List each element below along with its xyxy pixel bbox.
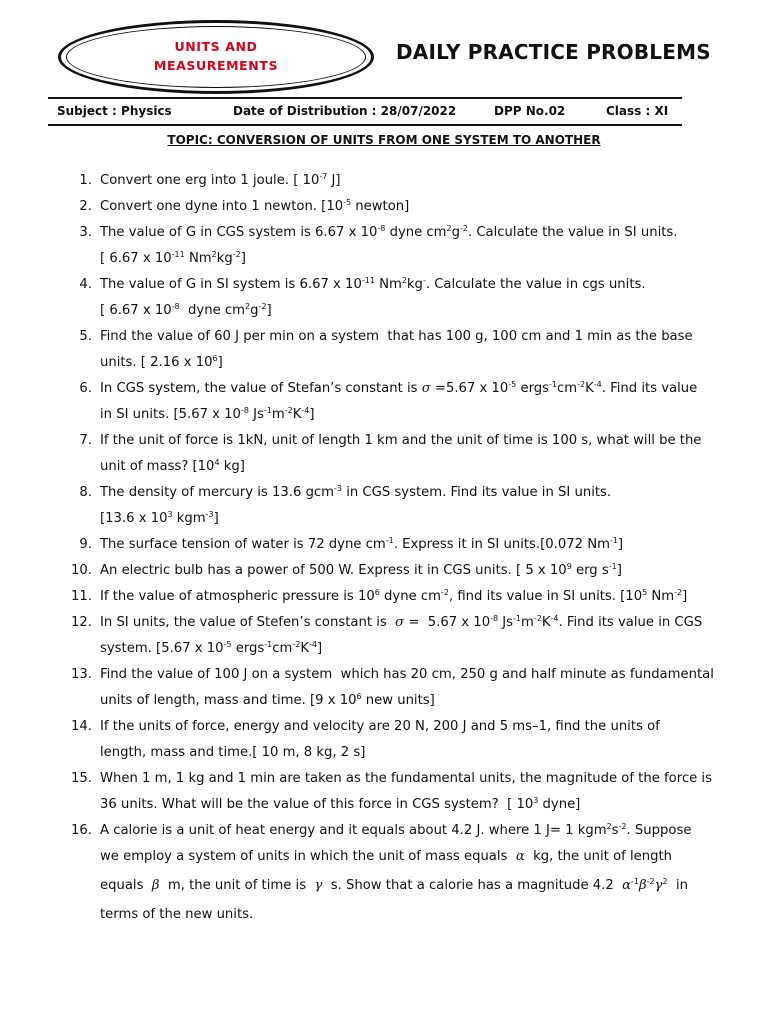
page-title: DAILY PRACTICE PROBLEMS bbox=[396, 40, 711, 64]
problem-number: 16. bbox=[71, 823, 92, 838]
problem-text bbox=[100, 766, 712, 818]
problem-text bbox=[100, 376, 708, 428]
problem-line: in SI units. [5.67 x $10^{-8}$ $Js^{-1}m^{-2}K^{-4}$] bbox=[100, 406, 315, 422]
problem-line: Convert one dyne into 1 newton. [$10^{-5}$ newton] bbox=[100, 198, 410, 214]
problem-number: 9. bbox=[79, 537, 92, 552]
problem-line: In SI units, the value of Stefen’s constant is σ = 5.67 x $10^{-8}$ $Js^{-1}m^{-2}K^{-4}$. Find its value in CGS bbox=[100, 614, 703, 630]
problem-line: we employ a system of units in which the unit of mass equals α kg, the unit of length bbox=[100, 849, 673, 864]
problem-item bbox=[0, 272, 768, 324]
chapter-title-line-2: MEASUREMENTS bbox=[153, 58, 279, 73]
problem-line: If the unit of force is 1kN, unit of length 1 km and the unit of time is 100 s, what will be the bbox=[100, 433, 702, 448]
divider-top bbox=[48, 97, 682, 99]
date-label: Date of Distribution : 28/07/2022 bbox=[233, 104, 457, 118]
problem-line: [ 6.67 x $10^{-11}$ $Nm^2kg^{-2}$] bbox=[100, 250, 246, 266]
chapter-title bbox=[58, 37, 374, 75]
problem-text bbox=[100, 558, 708, 584]
problem-text bbox=[100, 818, 708, 928]
problem-line: An electric bulb has a power of 500 W. Express it in CGS units. [ 5 x $10^9$ erg $s^{-1}$] bbox=[100, 562, 622, 578]
problem-number: 13. bbox=[71, 667, 92, 682]
problem-number: 6. bbox=[79, 381, 92, 396]
problem-item bbox=[0, 584, 768, 610]
problem-line: In CGS system, the value of Stefan’s constant is σ =5.67 x $10^{-5}$ $ergs^{-1}cm^{-2}K^{-4}$. Find its value bbox=[100, 380, 698, 396]
divider-bottom bbox=[48, 124, 682, 126]
problem-line: The value of G in SI system is 6.67 x $10^{-11}$ Nm$^2$kg-. Calculate the value in cgs units. bbox=[100, 276, 646, 292]
problem-line: units. [ 2.16 x $10^6$] bbox=[100, 354, 223, 370]
problem-line: The surface tension of water is 72 dyne $cm^{-1}$. Express it in SI units.[0.072 $Nm^{-1}$] bbox=[100, 536, 624, 552]
problem-number: 1. bbox=[79, 173, 92, 188]
problem-line: unit of mass? [$10^4$ kg] bbox=[100, 458, 245, 474]
problem-line: The density of mercury is 13.6 gcm$^{-3}$ in CGS system. Find its value in SI units. bbox=[100, 484, 612, 500]
problem-text bbox=[100, 324, 708, 376]
problem-number: 2. bbox=[79, 199, 92, 214]
problem-item bbox=[0, 324, 768, 376]
problem-item bbox=[0, 714, 768, 766]
problem-text bbox=[100, 220, 708, 272]
problem-number: 4. bbox=[79, 277, 92, 292]
problem-item bbox=[0, 220, 768, 272]
problem-line: If the value of atmospheric pressure is $10^6$ dyne $cm^{-2}$, find its value in SI units. [$10^5$ $Nm^{-2}$] bbox=[100, 588, 688, 604]
problem-item bbox=[0, 376, 768, 428]
problem-line: If the units of force, energy and velocity are 20 N, 200 J and 5 ms–1, find the units of bbox=[100, 719, 660, 734]
problem-line: [13.6 x $10^3$ kgm$^{-3}$] bbox=[100, 510, 219, 526]
subject-label: Subject : Physics bbox=[57, 104, 172, 118]
chapter-title-line-1: UNITS AND bbox=[174, 39, 258, 54]
problem-line: system. [5.67 x $10^{-5}$ $ergs^{-1}cm^{-2}K^{-4}$] bbox=[100, 640, 323, 656]
problem-line: A calorie is a unit of heat energy and it equals about 4.2 J. where 1 J= 1 $kgm^2s^{-2}$. Suppose bbox=[100, 822, 692, 838]
topic-heading: TOPIC: CONVERSION OF UNITS FROM ONE SYSTEM TO ANOTHER bbox=[167, 133, 601, 147]
problem-number: 3. bbox=[79, 225, 92, 240]
problem-item bbox=[0, 532, 768, 558]
class-label: Class : XI bbox=[606, 104, 669, 118]
problem-item bbox=[0, 662, 768, 714]
problem-line: terms of the new units. bbox=[100, 907, 254, 922]
problem-item bbox=[0, 168, 768, 194]
problem-list bbox=[0, 168, 768, 928]
problem-item bbox=[0, 480, 768, 532]
problem-item bbox=[0, 428, 768, 480]
problem-text bbox=[100, 168, 708, 194]
problem-text bbox=[100, 610, 708, 662]
problem-line: units of length, mass and time. [9 x $10^6$ new units] bbox=[100, 692, 435, 708]
problem-item bbox=[0, 610, 768, 662]
problem-item bbox=[0, 558, 768, 584]
problem-number: 11. bbox=[71, 589, 92, 604]
problem-line: 36 units. What will be the value of this force in CGS system? [ $10^3$ dyne] bbox=[100, 796, 581, 812]
problem-number: 14. bbox=[71, 719, 92, 734]
problem-item bbox=[0, 194, 768, 220]
problem-number: 5. bbox=[79, 329, 92, 344]
dpp-number: DPP No.02 bbox=[494, 104, 566, 118]
problem-line: equals β m, the unit of time is γ s. Show that a calorie has a magnitude 4.2 $\alpha^{-1}\beta^{-2}\gamma^2$ in bbox=[100, 877, 689, 893]
problem-item bbox=[0, 818, 768, 928]
problem-line: Find the value of 100 J on a system which has 20 cm, 250 g and half minute as fundamental bbox=[100, 667, 714, 682]
problem-text bbox=[100, 194, 708, 220]
problem-text bbox=[100, 272, 708, 324]
problem-line: When 1 m, 1 kg and 1 min are taken as the fundamental units, the magnitude of the force is bbox=[100, 771, 712, 786]
problem-item bbox=[0, 766, 768, 818]
problem-text bbox=[100, 662, 714, 714]
problem-line: [ 6.67 x $10^{-8}$ dyne $cm^2g^{-2}$] bbox=[100, 302, 272, 318]
problem-text bbox=[100, 584, 708, 610]
problem-line: Convert one erg into 1 joule. [ $10^{-7}$ J] bbox=[100, 172, 341, 188]
problem-text bbox=[100, 714, 708, 766]
problem-line: The value of G in CGS system is 6.67 x $10^{-8}$ dyne $cm^2g^{-2}$. Calculate the value in SI units. bbox=[100, 224, 678, 240]
problem-number: 15. bbox=[71, 771, 92, 786]
problem-text bbox=[100, 428, 708, 480]
problem-text bbox=[100, 532, 708, 558]
problem-number: 12. bbox=[71, 615, 92, 630]
problem-number: 8. bbox=[79, 485, 92, 500]
problem-number: 10. bbox=[71, 563, 92, 578]
problem-line: length, mass and time.[ 10 m, 8 kg, 2 s] bbox=[100, 745, 366, 760]
problem-line: Find the value of 60 J per min on a system that has 100 g, 100 cm and 1 min as the base bbox=[100, 329, 693, 344]
problem-number: 7. bbox=[79, 433, 92, 448]
problem-text bbox=[100, 480, 708, 532]
